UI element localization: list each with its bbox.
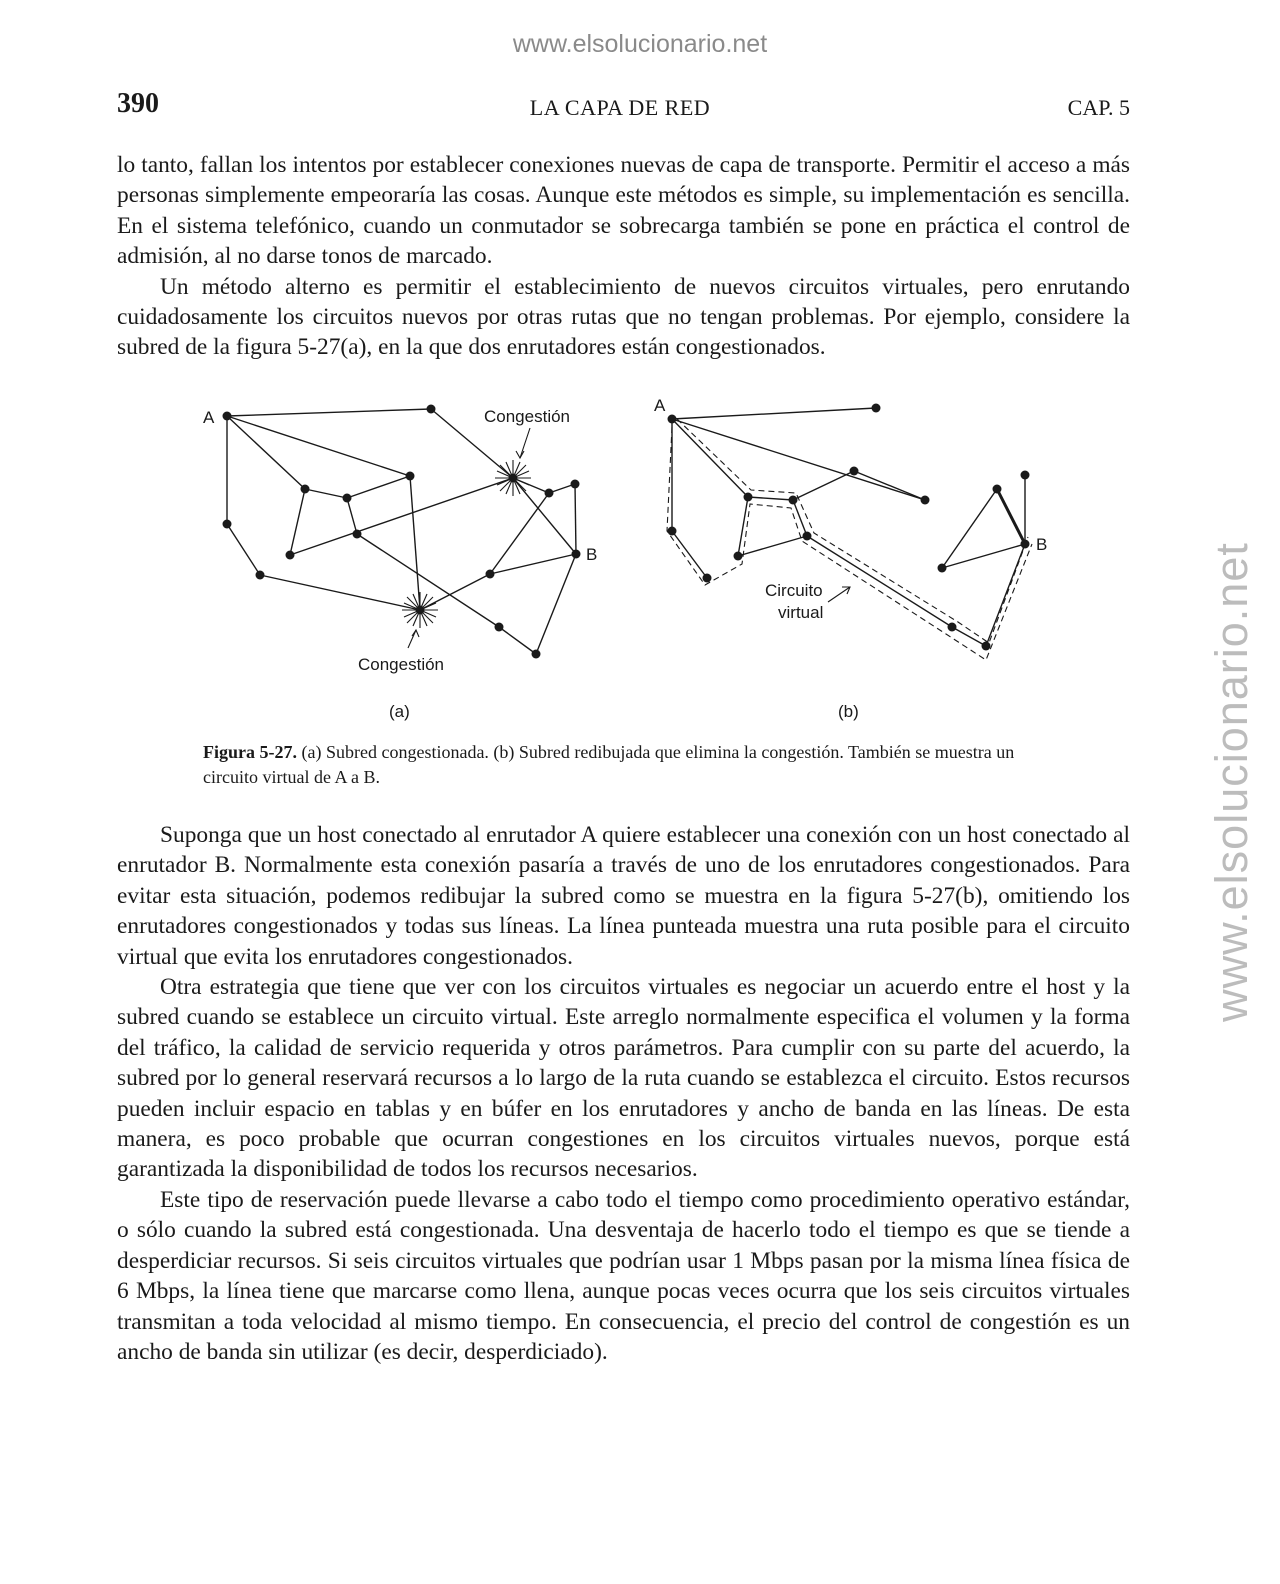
paragraph: Un método alterno es permitir el establecimiento de nuevos circuitos virtuales, pero enrutando cuidadosamente los circuitos nuevos por otras rutas que no tengan problemas. Por ejemplo, considere la subred de la figura 5-27(a), en la que dos enrutadores están congestionados. bbox=[117, 273, 1130, 361]
subnet-b-links bbox=[672, 408, 1025, 646]
router-node bbox=[343, 494, 352, 503]
router-node bbox=[545, 489, 554, 498]
router-label-b: B bbox=[1036, 535, 1048, 554]
virtual-circuit-path bbox=[667, 419, 1032, 660]
router-node bbox=[223, 412, 232, 421]
router-label-a: A bbox=[654, 396, 666, 415]
figure-5-27 bbox=[190, 390, 1090, 730]
paragraph: Este tipo de reservación puede llevarse a cabo todo el tiempo como procedimiento operativo estándar, o sólo cuando la subred está congestionada. Una desventaja de hacerlo todo el tiempo es que se tiende a desperdiciar recursos. Si seis circuitos virtuales que podrían usar 1 Mbps pasan por la misma línea física de 6 Mbps, la línea tiene que marcarse como llena, aunque pocas veces ocurra que los seis circuitos virtuales transmitan a toda velocidad al mismo tiempo. En consecuencia, el precio del control de congestión es un ancho de banda sin utilizar (es decir, desperdiciado). bbox=[117, 1186, 1130, 1365]
router-node bbox=[803, 532, 812, 541]
router-node bbox=[872, 404, 881, 413]
caption-label: Figura 5-27. bbox=[203, 742, 297, 762]
router-node bbox=[301, 485, 310, 494]
congestion-label: Congestión bbox=[358, 655, 445, 674]
router-node bbox=[668, 415, 677, 424]
paragraph: Otra estrategia que tiene que ver con los circuitos virtuales es negociar un acuerdo entre el host y la subred cuando se establece un circuito virtual. Este arreglo normalmente especifica el volumen y la forma del tráfico, la calidad de servicio requerida y otros parámetros. Para cumplir con su parte del acuerdo, la subred por lo general reservará recursos a lo largo de la ruta cuando se establezca el circuito. Estos recursos pueden incluir espacio en tablas y en búfer en los enrutadores y ancho de banda en las líneas. De esta manera, es poco probable que ocurran congestiones en los circuitos virtuales nuevos, porque está garantizada la disponibilidad de todos los recursos necesarios. bbox=[117, 974, 1130, 1183]
router-node bbox=[571, 480, 580, 489]
router-node bbox=[789, 496, 798, 505]
router-node bbox=[286, 551, 295, 560]
router-node bbox=[744, 493, 753, 502]
router-node bbox=[1021, 540, 1030, 549]
router-node bbox=[256, 571, 265, 580]
body-text-after-figure bbox=[117, 820, 1130, 1367]
chapter-label: CAP. 5 bbox=[1067, 95, 1130, 120]
watermark-top: www.elsolucionario.net bbox=[512, 30, 768, 58]
running-title: LA CAPA DE RED bbox=[529, 95, 711, 120]
router-node bbox=[703, 574, 712, 583]
router-node bbox=[982, 642, 991, 651]
panel-label-a: (a) bbox=[389, 702, 410, 721]
page-number: 390 bbox=[117, 88, 159, 119]
router-label-a: A bbox=[203, 408, 215, 427]
router-node bbox=[668, 527, 677, 536]
panel-label-b: (b) bbox=[838, 702, 859, 721]
subnet-a-routers bbox=[223, 405, 581, 659]
router-node bbox=[406, 472, 415, 481]
router-node bbox=[734, 552, 743, 561]
link-thick bbox=[997, 489, 1025, 544]
router-node bbox=[948, 623, 957, 632]
figure-caption bbox=[203, 740, 1023, 790]
paragraph: Suponga que un host conectado al enrutador A quiere establecer una conexión con un host conectado al enrutador B. Normalmente esta conexión pasaría a través de uno de los enrutadores congestionados. Para evitar esta situación, podemos redibujar la subred como se muestra en la figura 5-27(b), omitiendo los enrutadores congestionados y todas sus líneas. La línea punteada muestra una ruta posible para el circuito virtual que evita los enrutadores congestionados. bbox=[117, 822, 1130, 970]
caption-text: (a) Subred congestionada. (b) Subred redibujada que elimina la congestión. También se muestra un circuito virtual de A a B. bbox=[203, 742, 1015, 787]
router-node bbox=[938, 564, 947, 573]
congestion-pointers bbox=[408, 428, 530, 648]
watermark-side: www.elsolucionario.net bbox=[1206, 542, 1257, 1022]
congestion-label: Congestión bbox=[484, 407, 571, 426]
subnet-diagram bbox=[190, 390, 1090, 730]
router-node bbox=[495, 623, 504, 632]
router-node bbox=[223, 520, 232, 529]
router-node bbox=[416, 606, 425, 615]
virtual-circuit-pointer bbox=[828, 587, 850, 602]
paragraph: lo tanto, fallan los intentos por establecer conexiones nuevas de capa de transporte. Permitir el acceso a más personas simplemente empeoraría las cosas. Aunque este métodos es simple, su implementación es sencilla. En el sistema telefónico, cuando un conmutador se sobrecarga también se pone en práctica el control de admisión, al no darse tonos de marcado. bbox=[117, 152, 1130, 270]
router-node bbox=[353, 530, 362, 539]
router-node bbox=[850, 467, 859, 476]
subnet-b-routers bbox=[668, 404, 1030, 651]
router-node bbox=[486, 570, 495, 579]
body-text-before-figure bbox=[117, 150, 1130, 363]
router-node bbox=[921, 496, 930, 505]
virtual-circuit-label: virtual bbox=[778, 603, 824, 622]
virtual-circuit-label: Circuito bbox=[765, 581, 823, 600]
router-node bbox=[427, 405, 436, 414]
router-node bbox=[993, 485, 1002, 494]
router-node bbox=[532, 650, 541, 659]
router-node bbox=[1021, 471, 1030, 480]
router-node bbox=[572, 550, 581, 559]
router-label-b: B bbox=[586, 545, 598, 564]
router-node bbox=[509, 474, 518, 483]
